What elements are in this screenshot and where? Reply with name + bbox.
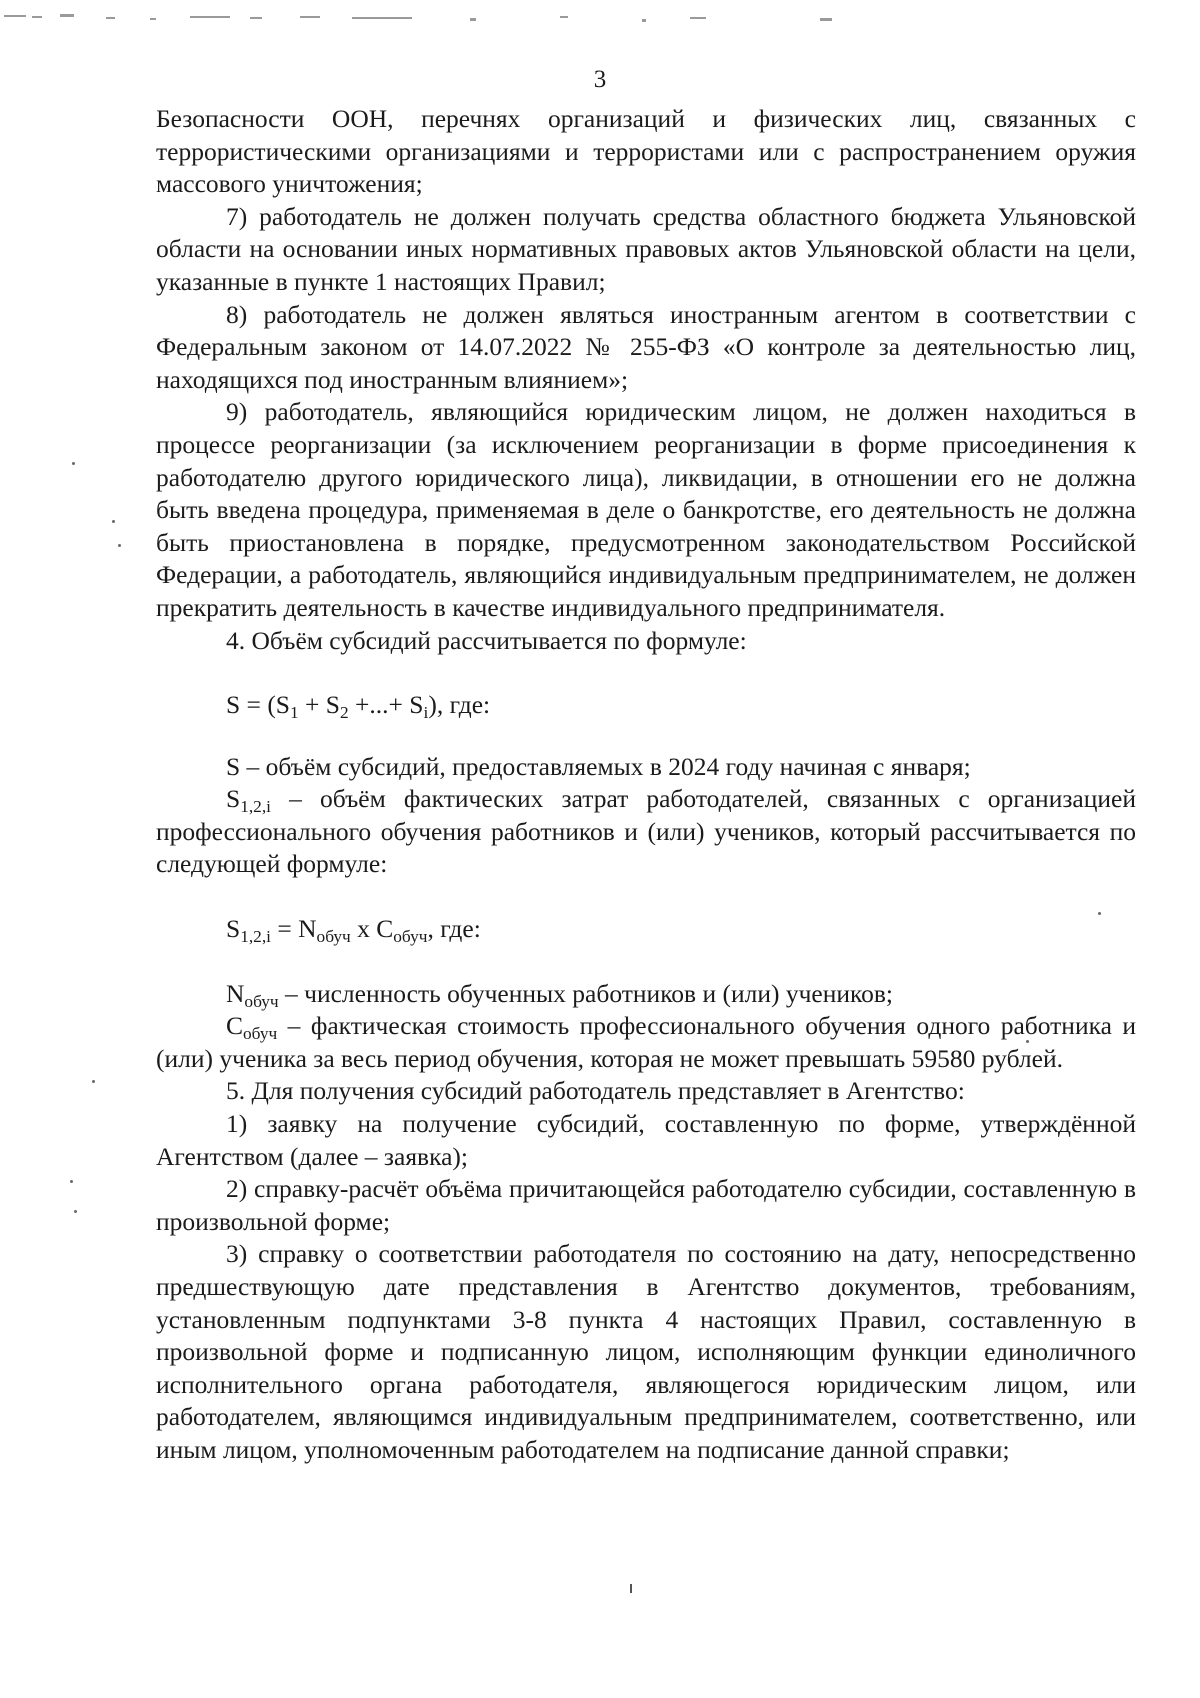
paragraph-section-5: 5. Для получения субсидий работодатель представляет в Агентство: bbox=[226, 1076, 965, 1106]
symbol-subscript: обуч bbox=[243, 1024, 278, 1044]
formula-text: ), где: bbox=[428, 690, 491, 720]
paragraph-doc-2: 2) справку-расчёт объёма причитающейся работодателю субсидии, составленную в произвольной форме; bbox=[156, 1174, 1136, 1236]
formula-text: + S bbox=[298, 690, 340, 720]
document-body bbox=[156, 103, 1136, 1467]
page-number: 3 bbox=[593, 66, 607, 93]
spacer bbox=[156, 722, 1136, 751]
formula-subscript: 1,2,i bbox=[240, 926, 271, 946]
symbol: S bbox=[226, 784, 241, 814]
formula-subscript: 2 bbox=[340, 702, 349, 722]
formula-text: S bbox=[226, 914, 241, 944]
symbol-subscript: обуч bbox=[244, 991, 279, 1011]
formula-subscript: обуч bbox=[393, 926, 428, 946]
formula-total-subsidy bbox=[156, 689, 1136, 722]
spacer bbox=[156, 657, 1136, 689]
scan-speck bbox=[72, 462, 75, 465]
scan-speck bbox=[74, 1210, 77, 1213]
formula-training-cost bbox=[156, 913, 1136, 946]
paragraph-item-8: 8) работодатель не должен являться иностранным агентом в соответствии с Федеральным законом от 14.07.2022 № 255-ФЗ «О контроле за деятельностью лиц, находящихся под иностранным влиянием»; bbox=[156, 299, 1136, 394]
definition-text: – численность обученных работников и (или) учеников; bbox=[278, 978, 894, 1008]
scan-speck bbox=[1098, 912, 1101, 915]
paragraph-item-7: 7) работодатель не должен получать средства областного бюджета Ульяновской области на основании иных нормативных правовых актов Ульяновской области на цели, указанные в пункте 1 настоящих Правил; bbox=[156, 201, 1136, 296]
definition-text: – фактическая стоимость профессионального обучения одного работника и (или) ученика за весь период обучения, которая не может превышать 59580 рублей. bbox=[156, 1011, 1136, 1073]
paragraph-doc-1: 1) заявку на получение субсидий, составленную по форме, утверждённой Агентством (далее – заявка); bbox=[156, 1109, 1136, 1171]
scan-mark bbox=[630, 1584, 632, 1593]
definition-s-sub bbox=[156, 783, 1136, 881]
scan-speck bbox=[92, 1080, 95, 1083]
formula-text: = N bbox=[271, 914, 317, 944]
symbol: C bbox=[226, 1011, 244, 1041]
formula-subscript: i bbox=[423, 702, 429, 722]
definition-c bbox=[156, 1010, 1136, 1075]
formula-text: , где: bbox=[427, 914, 481, 944]
symbol: N bbox=[226, 978, 245, 1008]
spacer bbox=[156, 946, 1136, 978]
scan-speck bbox=[1026, 1040, 1029, 1043]
definition-s: S – объём субсидий, предоставляемых в 2024 году начиная с января; bbox=[226, 751, 971, 781]
formula-text: S = (S bbox=[226, 690, 290, 720]
definition-n bbox=[156, 978, 1136, 1011]
scan-speck bbox=[112, 520, 115, 523]
definition-text: – объём фактических затрат работодателей, связанных с организацией профессионального обучения работников и (или) учеников, который рассчитывается по следующей формуле: bbox=[156, 784, 1136, 879]
formula-subscript: обуч bbox=[316, 926, 351, 946]
scan-speck bbox=[118, 544, 121, 547]
paragraph-section-4: 4. Объём субсидий рассчитывается по формуле: bbox=[226, 625, 747, 655]
formula-text: +...+ S bbox=[348, 690, 424, 720]
formula-subscript: 1 bbox=[290, 702, 299, 722]
spacer bbox=[156, 881, 1136, 913]
paragraph-doc-3: 3) справку о соответствии работодателя по состоянию на дату, непосредственно предшествующую дате представления в Агентство документов, требованиям, установленным подпунктами 3-8 пункта 4 настоящих Правил, составленную в произвольной форме и подписанную лицом, исполняющим функции единоличного исполнительного органа работодателя, являющегося юридическим лицом, или работодателем, являющимся индивидуальным предпринимателем, соответственно, или иным лицом, уполномоченным работодателем на подписание данной справки; bbox=[156, 1239, 1136, 1464]
scan-noise-strip bbox=[0, 10, 1200, 24]
symbol-subscript: 1,2,i bbox=[240, 797, 271, 817]
paragraph-item-9: 9) работодатель, являющийся юридическим лицом, не должен находиться в процессе реорганизации (за исключением реорганизации в форме присоединения к работодателю другого юридического лица), ликвидации, в отношении его не должна быть введена процедура, применяемая в деле о банкротстве, его деятельность не должна быть приостановлена в порядке, предусмотренном законодательством Российской Федерации, а работодатель, являющийся индивидуальным предпринимателем, не должен прекратить деятельность в качестве индивидуального предпринимателя. bbox=[156, 397, 1136, 622]
paragraph-continuation: Безопасности ООН, перечнях организаций и физических лиц, связанных с террористическими организациями и террористами или с распространением оружия массового уничтожения; bbox=[156, 104, 1136, 199]
formula-text: x C bbox=[350, 914, 394, 944]
scan-speck bbox=[70, 1180, 73, 1183]
